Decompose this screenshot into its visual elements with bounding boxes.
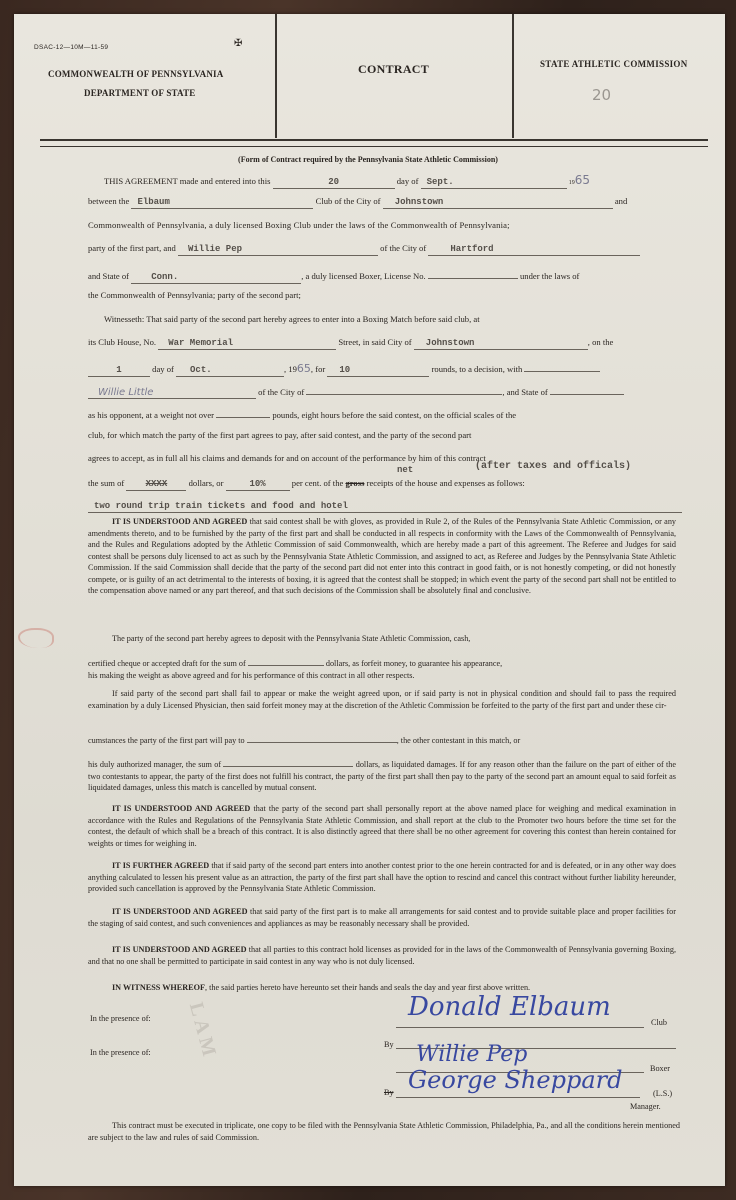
presence-label-2: In the presence of: [90, 1048, 151, 1057]
presence-label-1: In the presence of: [90, 1014, 151, 1023]
issuer-line1: COMMONWEALTH OF PENNSYLVANIA [48, 69, 224, 79]
club-name-field[interactable]: Elbaum [131, 197, 313, 209]
day-field[interactable]: 20 [273, 177, 395, 189]
clubhouse-field[interactable]: War Memorial [158, 338, 336, 350]
weight-field[interactable] [216, 406, 270, 418]
club-label: Club [651, 1018, 667, 1027]
boxer-signature[interactable]: Willie Pep [416, 1042, 528, 1067]
issuer-line2: DEPARTMENT OF STATE [84, 88, 196, 98]
commission-title: STATE ATHLETIC COMMISSION [540, 59, 688, 69]
opponent-line-end [524, 360, 600, 372]
agreement-line-5: and State of Conn. , a duly licensed Boxer, License No. under the laws of [88, 267, 676, 284]
agreement-line-1: THIS AGREEMENT made and entered into this 20 day of Sept. 1965 [104, 173, 591, 187]
boxer-state-field[interactable]: Conn. [131, 272, 301, 284]
net-annotation: net [397, 465, 414, 475]
license-number-field[interactable] [428, 267, 518, 279]
agreement-line-6: the Commonwealth of Pennsylvania; party of the second part; [88, 290, 301, 300]
manager-signature[interactable]: George Sheppard [408, 1066, 623, 1094]
agreement-line-4: party of the first part, and Willie Pep of the City of Hartford [88, 243, 676, 256]
rounds-field[interactable]: 10 [327, 365, 429, 377]
gross-struck: gross [345, 478, 365, 488]
match-year-field[interactable]: 65 [296, 362, 311, 375]
clause-witness: IN WITNESS WHEREOF, the said parties hereto have hereunto set their hands and seals the day and year first above written. [112, 983, 531, 992]
damages-sum-field[interactable] [223, 757, 353, 767]
agreement-line-9: 1 day of Oct. , 1965, for 10 rounds, to a decision, with [88, 360, 676, 377]
agreement-line-8: its Club House, No. War Memorial Street, in said City of Johnstown , on the [88, 337, 614, 348]
clause-gloves-rules: IT IS UNDERSTOOD AND AGREED that said contest shall be with gloves, as provided in Rule 2, of the Rules of the Pennsylvania State Athletic Commission, or any amendments thereto, and to be furnished by the party of the first part and shall be conducted in all respects in conformity with the Laws of the Commonwealth of Pennsylvania, and the Rules and Regulations adopted by the Athletic Commission of said Commonwealth, which are hereby made a part of this agreement. The Referee and Judges for said contest shall be persons duly licensed to act as such by the Pennsylvania State Athletic Commission, and assigned to act, as Referee and Judges by the Pennsylvania State Athletic Commission. If the said Commission shall decide that the party of the second part did not enter into this contract in good faith, or is not honestly competing, or did not honestly compete, or is guilty of an act detrimental to the interests of boxing, it is agreed that the contest shall be stopped; in which event the party of the second part shall not be entitled to the compensation above named or any part thereof, and that such decisions of the Commission shall be absolutely final and conclusive. [88, 517, 677, 595]
match-month-field[interactable]: Oct. [176, 365, 284, 377]
year-field[interactable]: 65 [574, 173, 591, 187]
month-field[interactable]: Sept. [421, 177, 567, 189]
opponent-field[interactable]: Willie Little [88, 387, 256, 399]
clause-weigh-in: IT IS UNDERSTOOD AND AGREED that the party of the second part shall personally report at the above named place for weighing and medical examination in accordance with the Rules and Regulations of the Pennsylvania State Athletic Commission, and shall report at the club to the Promoter two hours before the time set for the contest, the default of which shall be a breach of this contract. It is also distinctly agreed that there shall be no other agreement for covering this contest than herein contained for weights or times for weighing in. [88, 804, 676, 848]
match-day-field[interactable]: 1 [88, 365, 150, 377]
club-signature[interactable]: Donald Elbaum [408, 992, 611, 1022]
forfeit-sum-field[interactable] [248, 656, 324, 666]
by-label-2: By [384, 1088, 394, 1097]
club-signature-line [396, 1027, 644, 1028]
footer-note: This contract must be executed in triplicate, one copy to be filed with the Pennsylvania State Athletic Commission, Philadelphia, Pa., and all the conditions herein mentioned are subject to the law and rules of said Commission. [88, 1121, 680, 1142]
agreement-line-13: agrees to accept, as in full all his claims and demands for and on account of the performance by him of this contract [88, 453, 486, 463]
seal-icon: ✠ [234, 38, 243, 49]
boxer-city-field[interactable]: Hartford [428, 244, 640, 256]
agreement-line-3: Commonwealth of Pennsylvania, a duly licensed Boxing Club under the laws of the Commonwealth of Pennsylvania; [88, 220, 510, 230]
boxer-name-field[interactable]: Willie Pep [178, 244, 378, 256]
club-city-field[interactable]: Johnstown [383, 197, 613, 209]
clause-arrangements: IT IS UNDERSTOOD AND AGREED that said party of the first part is to make all arrangements for said contest and to provide suitable place and proper facilities for the staging of said contest, and such conveniences and appliances as may be reasonably necessary shall be provided. [88, 907, 676, 928]
agreement-line-12: club, for which match the party of the first part agrees to pay, after said contest, and the party of the second part [88, 430, 472, 440]
agreement-line-2: between the Elbaum Club of the City of Johnstown and [88, 196, 628, 207]
faint-stamp: LAM [184, 1000, 222, 1063]
clause-deposit-l1: The party of the second part hereby agrees to deposit with the Pennsylvania State Athletic Commission, cash, [112, 634, 471, 643]
clause-failure-pay: cumstances the party of the first part will pay to , the other contestant in this match, or [88, 733, 676, 747]
red-mark [18, 628, 54, 648]
manager-label: Manager. [630, 1102, 661, 1111]
opponent-city-field[interactable] [306, 383, 502, 395]
document-header [28, 14, 708, 138]
header-divider [512, 14, 514, 138]
expenses-line [88, 500, 676, 513]
clause-licenses: IT IS UNDERSTOOD AND AGREED that all parties to this contract hold licenses as provided for in the laws of the Commonwealth of Pennsylvania governing Boxing, and that no one shall be permitted to participate in said contest in any way who is not duly licensed. [88, 945, 677, 966]
clause-deposit: certified cheque or accepted draft for the sum of dollars, as forfeit money, to guarantee his appearance, his making the weight as above agreed and for his performance of this contract in all other respects. [88, 656, 676, 681]
clause-liquidated-damages: his duly authorized manager, the sum of dollars, as liquidated damages. If for any reason other than the failure on the part of either of the two contestants to appear, the party of the first does not fulfill his contract, the party of the first part shall then pay to the party of the second part an amount equal to said forfeit as liquidated damages, unless this match is cancelled by mutual consent. [88, 757, 676, 794]
form-code: DSAC-12—10M—11-59 [34, 44, 109, 51]
ls-label: (L.S.) [653, 1089, 673, 1098]
boxer-label: Boxer [650, 1064, 671, 1073]
sum-dollars-field[interactable]: XXXX [126, 479, 186, 491]
other-contestant-field[interactable] [247, 733, 397, 743]
contract-document [14, 14, 725, 1186]
expenses-field[interactable]: two round trip train tickets and food and hotel [88, 501, 682, 513]
clause-further-agreed: IT IS FURTHER AGREED that if said party of the second part enters into another contest prior to the one herein contracted for and is defeated, or in any other way does anything calculated to lessen his present value as an attraction, the party of the first part shall have the option to rescind and cancel this contract without further liability hereunder, provided such cancellation is approved by the Pennsylvania State Athletic Commission. [88, 861, 676, 893]
opponent-state-field[interactable] [550, 383, 624, 395]
percent-field[interactable]: 10% [226, 479, 290, 491]
agreement-line-7: Witnesseth: That said party of the second part hereby agrees to enter into a Boxing Match before said club, at [104, 314, 480, 324]
pencil-note: 20 [592, 86, 612, 104]
agreement-line-11: as his opponent, at a weight not over pounds, eight hours before the said contest, on the official scales of the [88, 406, 676, 420]
after-taxes-annotation: (after taxes and officals) [475, 461, 632, 472]
header-rule [40, 139, 708, 147]
agreement-line-14: the sum of XXXX dollars, or 10% per cent. of the gross receipts of the house and expenses as follows: [88, 478, 525, 489]
form-note: (Form of Contract required by the Pennsylvania State Athletic Commission) [238, 155, 498, 164]
match-city-field[interactable]: Johnstown [414, 338, 588, 350]
header-divider [275, 14, 277, 138]
by-label-1: By [384, 1040, 394, 1049]
document-title: CONTRACT [358, 62, 430, 76]
clause-failure: If said party of the second part shall fail to appear or make the weight agreed upon, or if said party is not in physical condition and should fail to pass the required examination by a duly Licensed Physician, then said forfeit money may at the discretion of the Athletic Commission be forfeited to the party of the first part and under these cir- [88, 689, 676, 710]
manager-signature-line [396, 1097, 640, 1098]
agreement-line-10: Willie Little of the City of , and State of [88, 383, 676, 399]
